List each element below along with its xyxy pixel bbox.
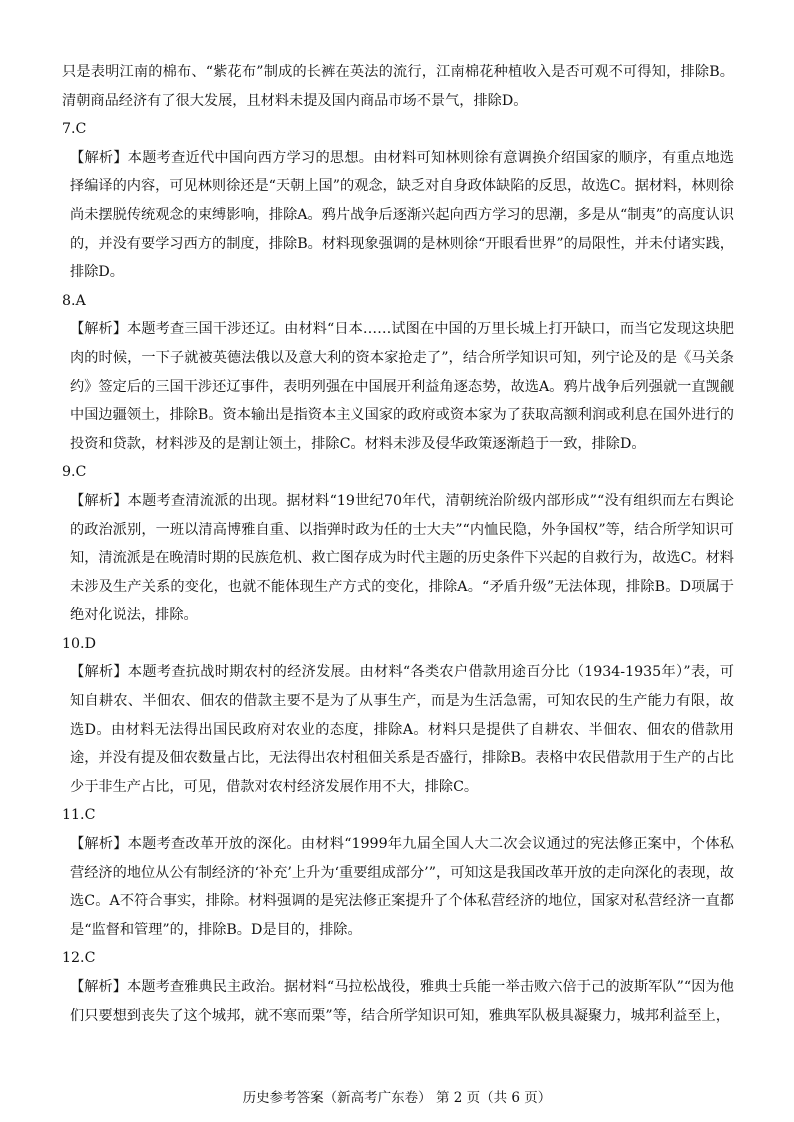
explanation-9: 【解析】本题考查清流派的出现。据材料“19世纪70年代，清朝统治阶级内部形成”“没有组织而左右舆论的政治派别，一班以清高博雅自重、以指弹时政为任的士大夫”“内恤民隐，外争国权”等，结合所学知识可知，清流派是在晚清时期的民族危机、救亡图存成为时代主题的历史条件下兴起的自救行为，故选C。材料未涉及生产关系的变化，也就不能体现生产方式的变化，排除A。“矛盾升级”无法体现，排除B。D项属于绝对化说法，排除。 xyxy=(70,492,734,624)
explanation-12: 【解析】本题考查雅典民主政治。据材料“马拉松战役，雅典士兵能一举击败六倍于己的波斯军队”“因为他们只要想到丧失了这个城邦，就不寒而栗”等，结合所学知识可知，雅典军队极具凝聚力，城邦利益至上， xyxy=(70,979,734,1024)
answer-11: 11.C xyxy=(62,807,96,824)
answer-10: 10.D xyxy=(62,635,96,652)
page-footer: 历史参考答案（新高考广东卷） 第 2 页（共 6 页） xyxy=(242,1090,552,1106)
answer-12: 12.C xyxy=(62,950,96,967)
continued-explanation: 只是表明江南的棉布、“紫花布”制成的长裤在英法的流行，江南棉花种植收入是否可观不可得知，排除B。清朝商品经济有了很大发展，且材料未提及国内商品市场不景气，排除D。 xyxy=(62,64,734,109)
answer-8: 8.A xyxy=(62,292,86,309)
explanation-7: 【解析】本题考查近代中国向西方学习的思想。由材料可知林则徐有意调换介绍国家的顺序，有重点地选择编译的内容，可见林则徐还是“天朝上国”的观念，缺乏对自身政体缺陷的反思，故选C。据材料，林则徐尚未摆脱传统观念的束缚影响，排除A。鸦片战争后逐渐兴起向西方学习的思潮，多是从“制夷”的高度认识的，并没有要学习西方的制度，排除B。材料现象强调的是林则徐“开眼看世界”的局限性，并未付诸实践，排除D。 xyxy=(70,149,734,281)
answer-7: 7.C xyxy=(62,121,87,138)
explanation-10: 【解析】本题考查抗战时期农村的经济发展。由材料“各类农户借款用途百分比（1934-1935年）”表，可知自耕农、半佃农、佃农的借款主要不是为了从事生产，而是为生活急需，可知农民的生产能力有限，故选D。由材料无法得出国民政府对农业的态度，排除A。材料只是提供了自耕农、半佃农、佃农的借款用途，并没有提及佃农数量占比，无法得出农村租佃关系是否盛行，排除B。表格中农民借款用于生产的占比少于非生产占比，可见，借款对农村经济发展作用不大，排除C。 xyxy=(70,664,734,795)
explanation-11: 【解析】本题考查改革开放的深化。由材料“1999年九届全国人大二次会议通过的宪法修正案中，个体私营经济的地位从公有制经济的‘补充’上升为‘重要组成部分’”，可知这是我国改革开放的走向深化的表现，故选C。A不符合事实，排除。材料强调的是宪法修正案提升了个体私营经济的地位，国家对私营经济一直都是“监督和管理”的，排除B。D是目的，排除。 xyxy=(70,836,734,938)
explanation-8: 【解析】本题考查三国干涉还辽。由材料“日本……试图在中国的万里长城上打开缺口，而当它发现这块肥肉的时候，一下子就被英德法俄以及意大利的资本家抢走了”，结合所学知识可知，列宁论及的是《马关条约》签定后的三国干涉还辽事件，表明列强在中国展开利益角逐态势，故选A。鸦片战争后列强就一直觊觎中国边疆领土，排除B。资本输出是指资本主义国家的政府或资本家为了获取高额利润或利息在国外进行的投资和贷款，材料涉及的是割让领土，排除C。材料未涉及侵华政策逐渐趋于一致，排除D。 xyxy=(70,321,734,452)
answer-content xyxy=(62,58,734,1030)
answer-9: 9.C xyxy=(62,464,87,481)
